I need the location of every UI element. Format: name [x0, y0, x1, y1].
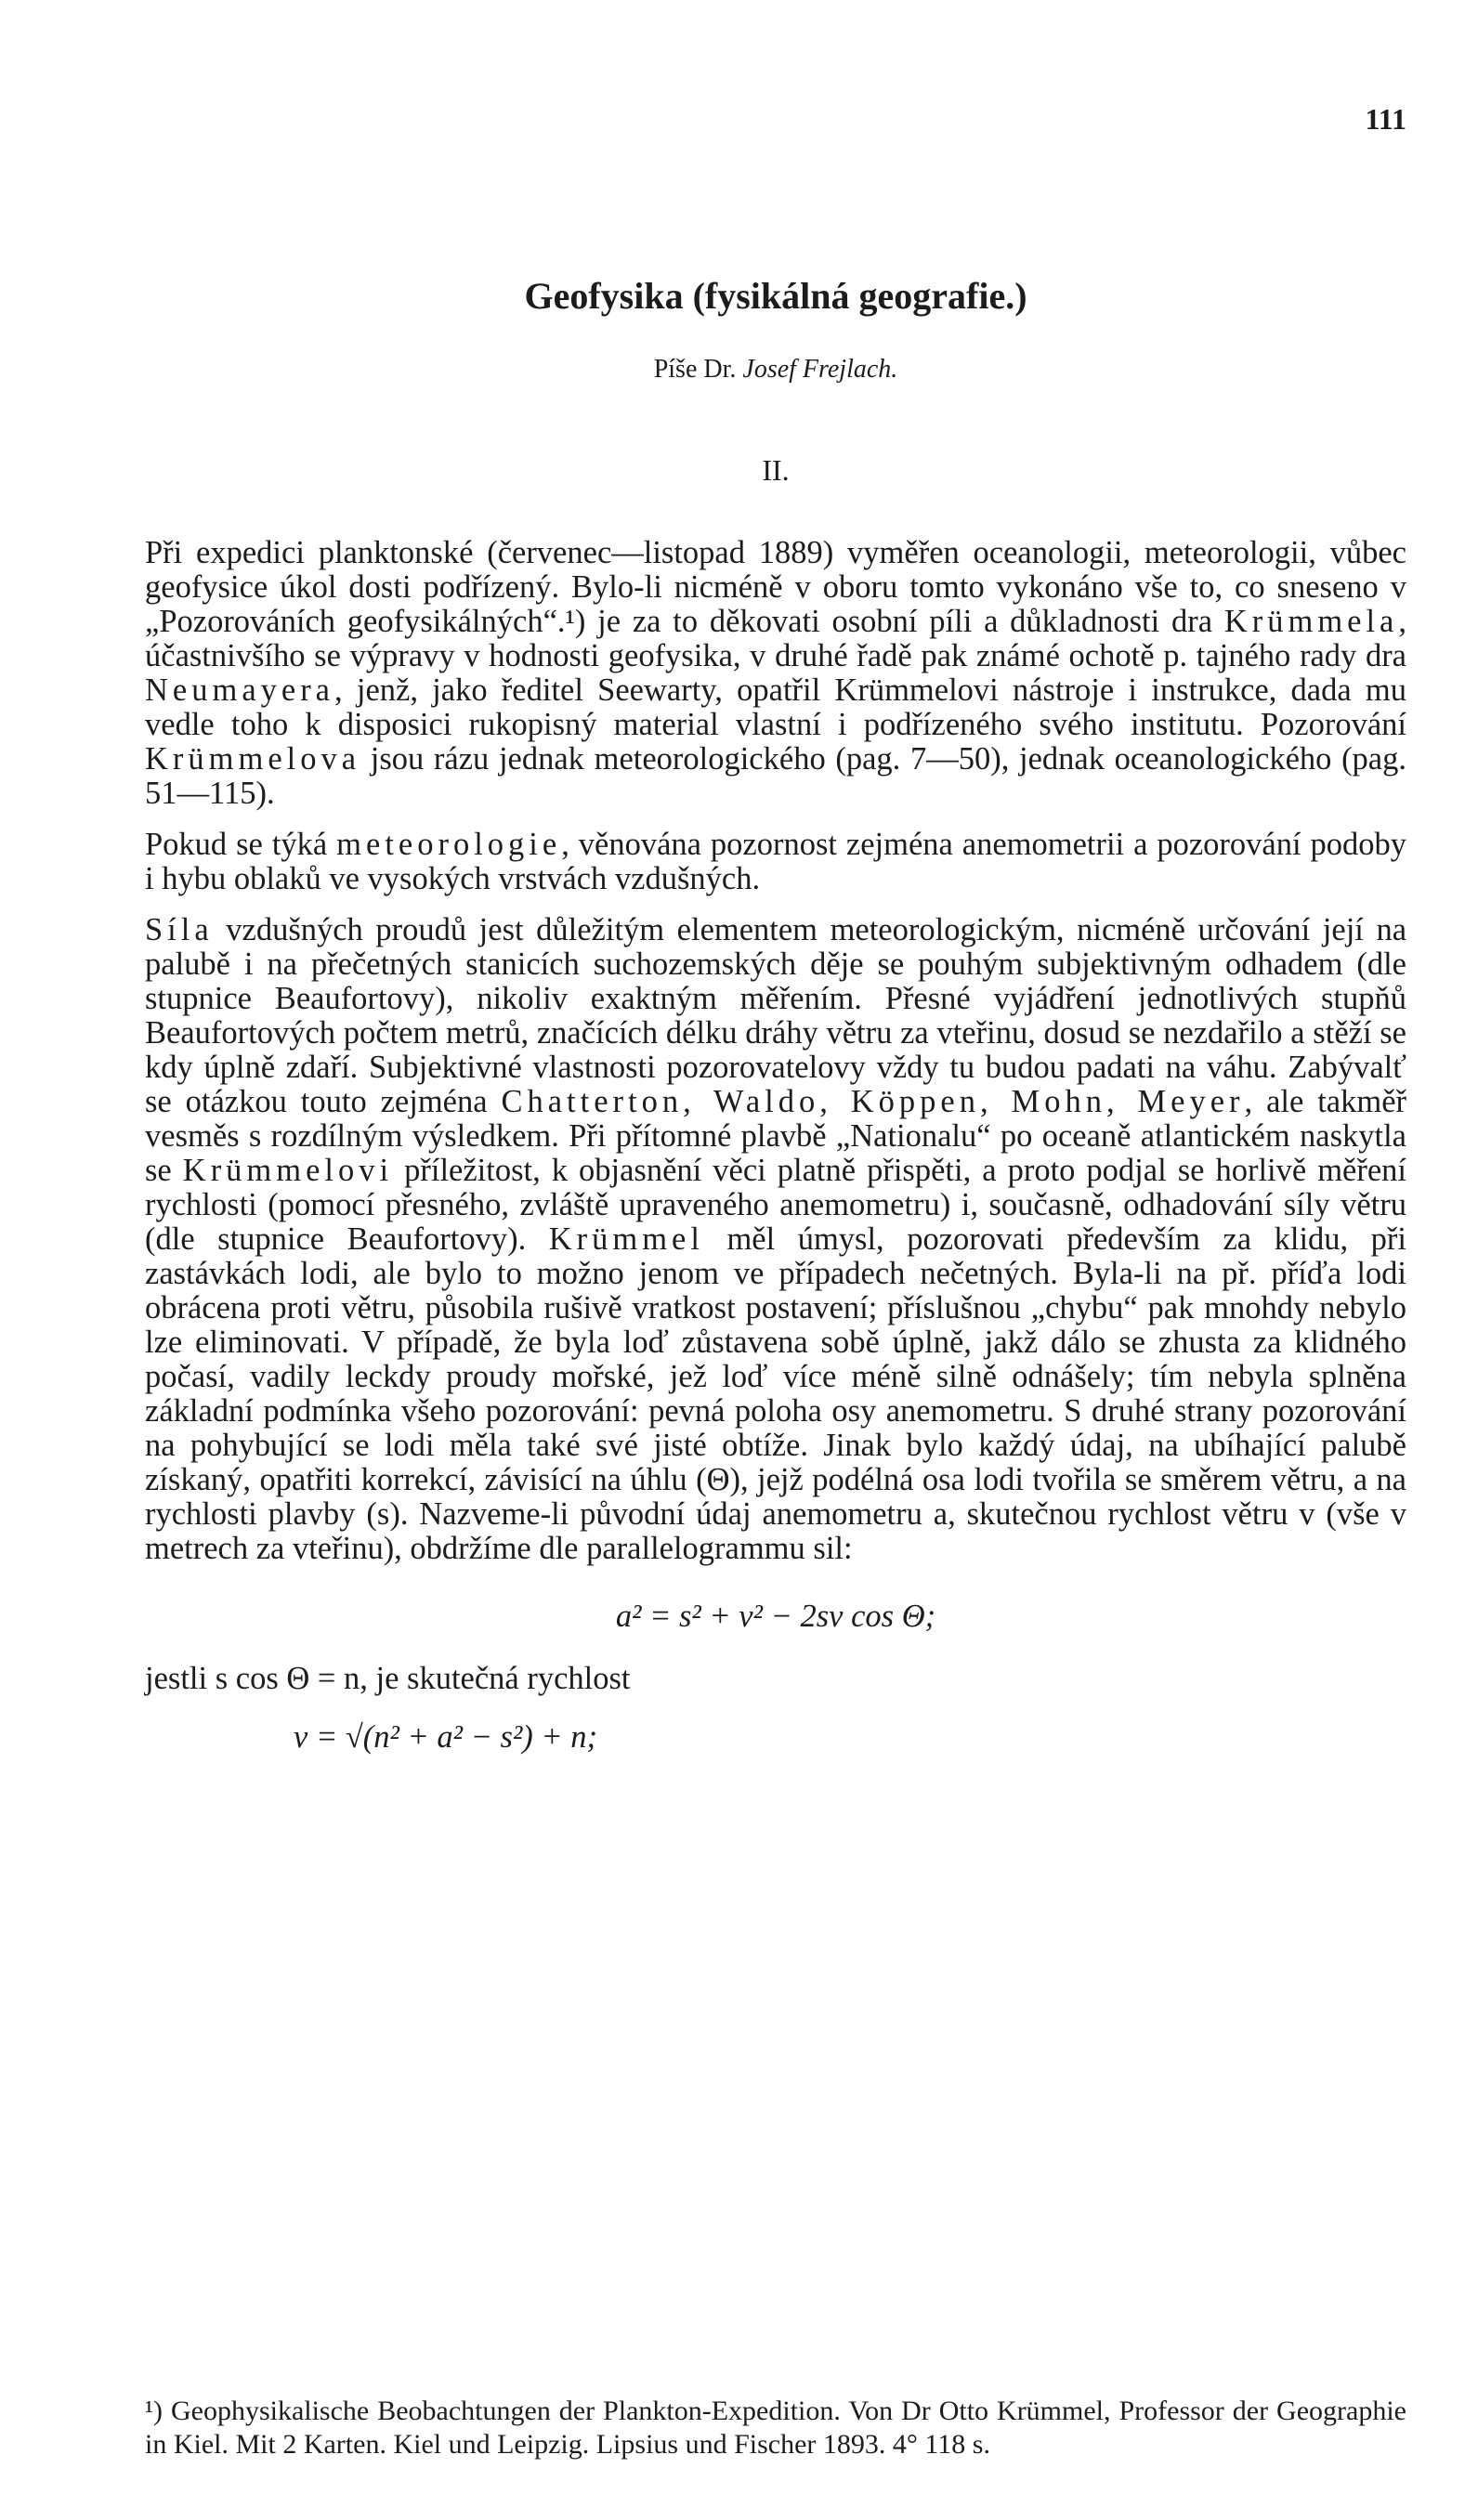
spaced-name: Krümmelovi — [182, 1153, 394, 1188]
paragraph-text: Pokud se týká — [145, 827, 328, 862]
author-prefix: Píše Dr. — [653, 355, 737, 384]
spaced-name: Krümmela — [1223, 604, 1399, 639]
paragraph-text: , věnována pozornost zejména anemometrii a pozorování podoby i hybu oblaků ve vysokých vrstvách vzdušných. — [145, 827, 1406, 896]
paragraph-4: jestli s cos Θ = n, je skutečná rychlost — [145, 1661, 631, 1696]
formula-2: v = √(n² + a² − s²) + n; — [294, 1719, 598, 1755]
paragraph-text: , ale takměř vesměs s rozdílným výsledkem. Při přítomné plavbě „Nationalu“ po oceaně atlantickém naskytla se — [145, 1084, 1407, 1188]
spaced-term: meteorologie — [336, 827, 562, 862]
spaced-name: Neumayera — [145, 672, 334, 708]
paragraph-text: měl úmysl, pozorovati především za klidu, při zastávkách lodi, ale bylo to možno jenom ve případech nečetných. Byla-li na př. příďa lodi obrácena proti větru, působila rušivě vratkost postavení; příslušnou „chybu“ pak mnohdy nebylo lze eliminovati. V případě, že byla loď zůstavena sobě úplně, jakž dálo se zhusta za klidného počasí, vadily leckdy proudy mořské, jež loď více méně silně odnášely; tím nebyla splněna základní podmínka všeho pozorování: pevná poloha osy anemometru. S druhé strany pozorování na pohybující se lodi měla také své jisté obtíže. Jinak bylo každý údaj, na ubíhající palubě získaný, opatřiti korrekcí, závisící na úhlu (Θ), jejž podélná osa lodi tvořila se směrem větru, a na rychlosti plavby (s). Nazveme-li původní údaj anemometru a, skutečnou rychlost větru v (vše v metrech za vteřinu), obdržíme dle parallelogrammu sil: — [145, 1221, 1406, 1566]
spaced-name: Krümmel — [548, 1221, 704, 1257]
author-line — [145, 355, 1406, 385]
paragraph-text: příležitost, k objasnění věci platně přispěti, a proto podjal se horlivě měření rychlosti (pomocí přesného, zvláště upraveného anemometru) i, současně, odhadování síly větru (dle stupnice Beaufortovy). — [145, 1153, 1406, 1257]
spaced-name: Krümmelova — [145, 741, 361, 777]
paragraph-text: vzdušných proudů jest důležitým elementem meteorologickým, nicméně určování její na palubě i na přečetných stanicích suchozemských děje se pouhým subjektivným odhadem (dle stupnice Beaufortovy), nikoliv exaktným měřením. Přesné vyjádření jednotlivých stupňů Beaufortových počtem metrů, značících délku dráhy větru za vteřinu, dosud se nezdařilo a stěží se kdy úplně zdaří. Subjektivné vlastnosti pozorovatelovy vždy tu budou padati na váhu. Zabývalť se otázkou touto zejména — [145, 912, 1407, 1119]
paragraph-3 — [145, 913, 1406, 1566]
paragraph-1 — [145, 536, 1406, 811]
spaced-term: Síla — [145, 912, 214, 947]
section-number: II. — [762, 453, 790, 487]
page-number: 111 — [1365, 102, 1406, 136]
footnote: ¹) Geophysikalische Beobachtungen der Plankton-Expedition. Von Dr Otto Krümmel, Professor der Geographie in Kiel. Mit 2 Karten. Kiel und Leipzig. Lipsius und Fischer 1893. 4° 118 s. — [145, 2396, 1406, 2460]
paragraph-text: , jenž, jako ředitel Seewarty, opatřil Krümmelovi nástroje i instrukce, dada mu vedle toho k disposici rukopisný material vlastní i podřízeného svého institutu. Pozorování — [145, 672, 1406, 742]
paragraph-text: Při expedici planktonské (červenec—listopad 1889) vyměřen oceanologii, meteorologii, vůbec geofysice úkol dosti podřízený. Bylo-li nicméně v oboru tomto vykonáno vše to, co sneseno v „Pozorováních geofysikálných“.¹) je za to děkovati osobní píli a důkladnosti dra — [145, 535, 1406, 639]
paragraph-2 — [145, 828, 1406, 896]
paragraph-text: , účastnivšího se výpravy v hodnosti geofysika, v druhé řadě pak známé ochotě p. tajného rady dra — [145, 604, 1406, 673]
formula-1: a² = s² + v² − 2sv cos Θ; — [615, 1599, 936, 1634]
author-name: Josef Frejlach. — [742, 355, 898, 384]
paragraph-text: jsou rázu jednak meteorologického (pag. 7—50), jednak oceanologického (pag. 51—115). — [145, 741, 1406, 811]
spaced-names: Chatterton, Waldo, Köppen, Mohn, Meyer — [501, 1084, 1245, 1119]
article-body — [145, 536, 1406, 1755]
article-title: Geofysika (fysikálná geografie.) — [524, 275, 1027, 317]
